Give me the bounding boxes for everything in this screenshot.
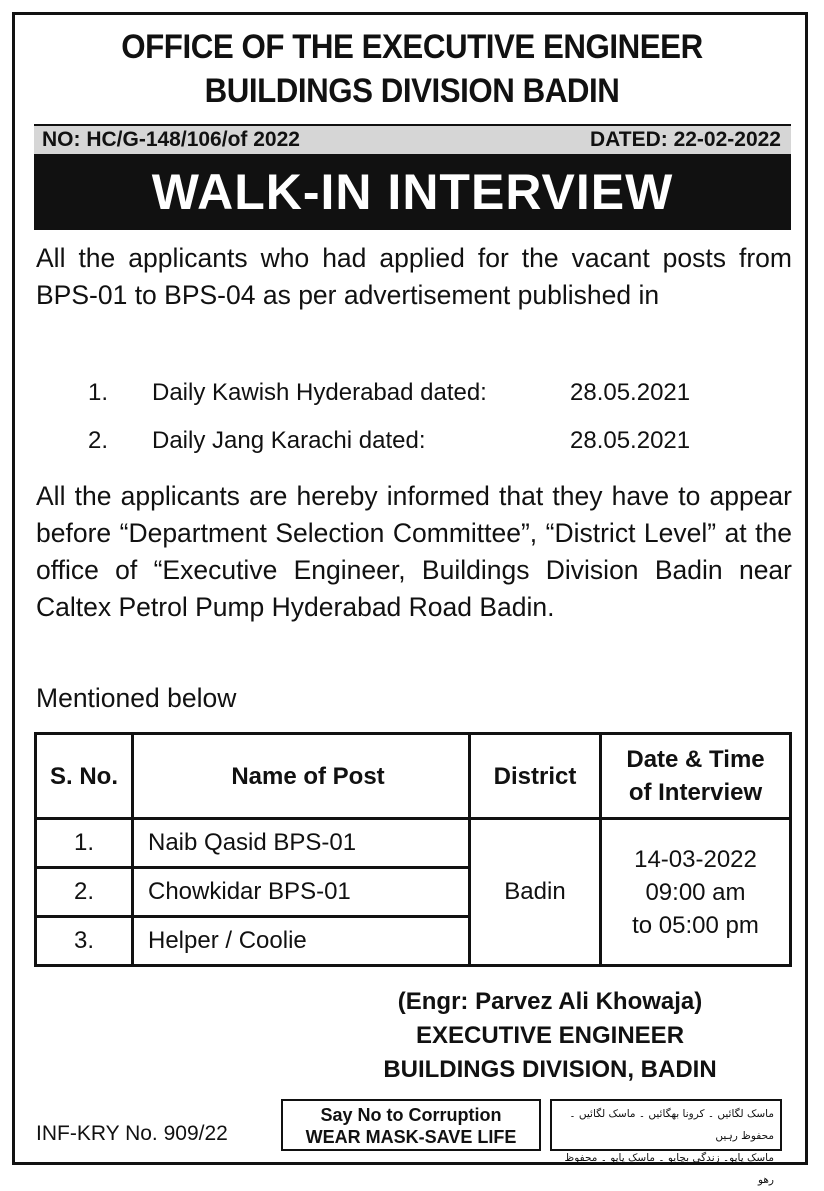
reference-date: DATED: 22-02-2022 <box>589 128 781 151</box>
signatory-office: BUILDINGS DIVISION, BADIN <box>383 1056 717 1083</box>
publication-row <box>0 427 824 459</box>
publication-date: 28.05.2021 <box>570 379 691 406</box>
body-paragraph: All the applicants are hereby informed that they have to appear before “Department Selection Committee”, “District Level” at the office of “Executive Engineer, Buildings Division Badin near Caltex Petrol Pump Hyderabad Road Badin. <box>36 481 792 622</box>
signatory-title: EXECUTIVE ENGINEER <box>415 1022 685 1049</box>
urdu-slogan <box>550 1099 782 1186</box>
anti-corruption-slogan <box>281 1099 541 1151</box>
slogan-line1: Say No to Corruption <box>320 1105 502 1125</box>
urdu-line2: ماسک پاپو۔ زندگی بچایو ۔ ماسک پاپو ۔ محفوظ رھو <box>564 1152 774 1186</box>
row-sno: 1. <box>36 819 133 868</box>
row-post: Helper / Coolie <box>133 917 470 966</box>
inf-number: INF-KRY No. 909/22 <box>36 1122 228 1145</box>
row-sno: 2. <box>36 868 133 917</box>
header-sno: S. No. <box>36 734 133 819</box>
table-header-row <box>36 734 791 819</box>
publication-number: 2. <box>88 427 109 454</box>
office-title: OFFICE OF THE EXECUTIVE ENGINEER <box>121 28 703 66</box>
walk-in-banner: WALK-IN INTERVIEW <box>34 154 791 230</box>
publication-source: Daily Kawish Hyderabad dated: <box>152 379 487 406</box>
row-post: Chowkidar BPS-01 <box>133 868 470 917</box>
row-sno: 3. <box>36 917 133 966</box>
division-title: BUILDINGS DIVISION BADIN <box>204 72 620 110</box>
district-cell: Badin <box>470 819 601 966</box>
interview-time-from: 09:00 am <box>645 878 746 906</box>
header-date-time-line1: Date & Time <box>626 746 765 773</box>
publication-row <box>0 379 824 411</box>
signatory-name: (Engr: Parvez Ali Khowaja) <box>397 988 703 1015</box>
header-date-time <box>601 734 791 819</box>
posts-table <box>34 732 792 967</box>
urdu-line1: ماسک لگائیں ۔ کرونا بھگائیں ۔ ماسک لگائیں ۔ محفوظ رہیں <box>569 1108 774 1142</box>
slogan-line2: WEAR MASK-SAVE LIFE <box>305 1127 517 1147</box>
interview-time-to: to 05:00 pm <box>632 911 759 939</box>
intro-paragraph: All the applicants who had applied for the vacant posts from BPS-01 to BPS-04 as per advertisement published in <box>36 243 792 310</box>
header-post: Name of Post <box>133 734 470 819</box>
publication-date: 28.05.2021 <box>570 427 691 454</box>
publication-source: Daily Jang Karachi dated: <box>152 427 426 454</box>
reference-number: NO: HC/G-148/106/of 2022 <box>42 128 300 151</box>
header-date-time-line2: of Interview <box>628 779 763 806</box>
interview-time-cell <box>601 819 791 966</box>
mentioned-below-text: Mentioned below <box>36 683 237 713</box>
header-district: District <box>470 734 601 819</box>
reference-bar <box>34 124 791 154</box>
row-post: Naib Qasid BPS-01 <box>133 819 470 868</box>
table-row <box>36 819 791 868</box>
publication-number: 1. <box>88 379 109 406</box>
interview-date: 14-03-2022 <box>634 845 757 873</box>
